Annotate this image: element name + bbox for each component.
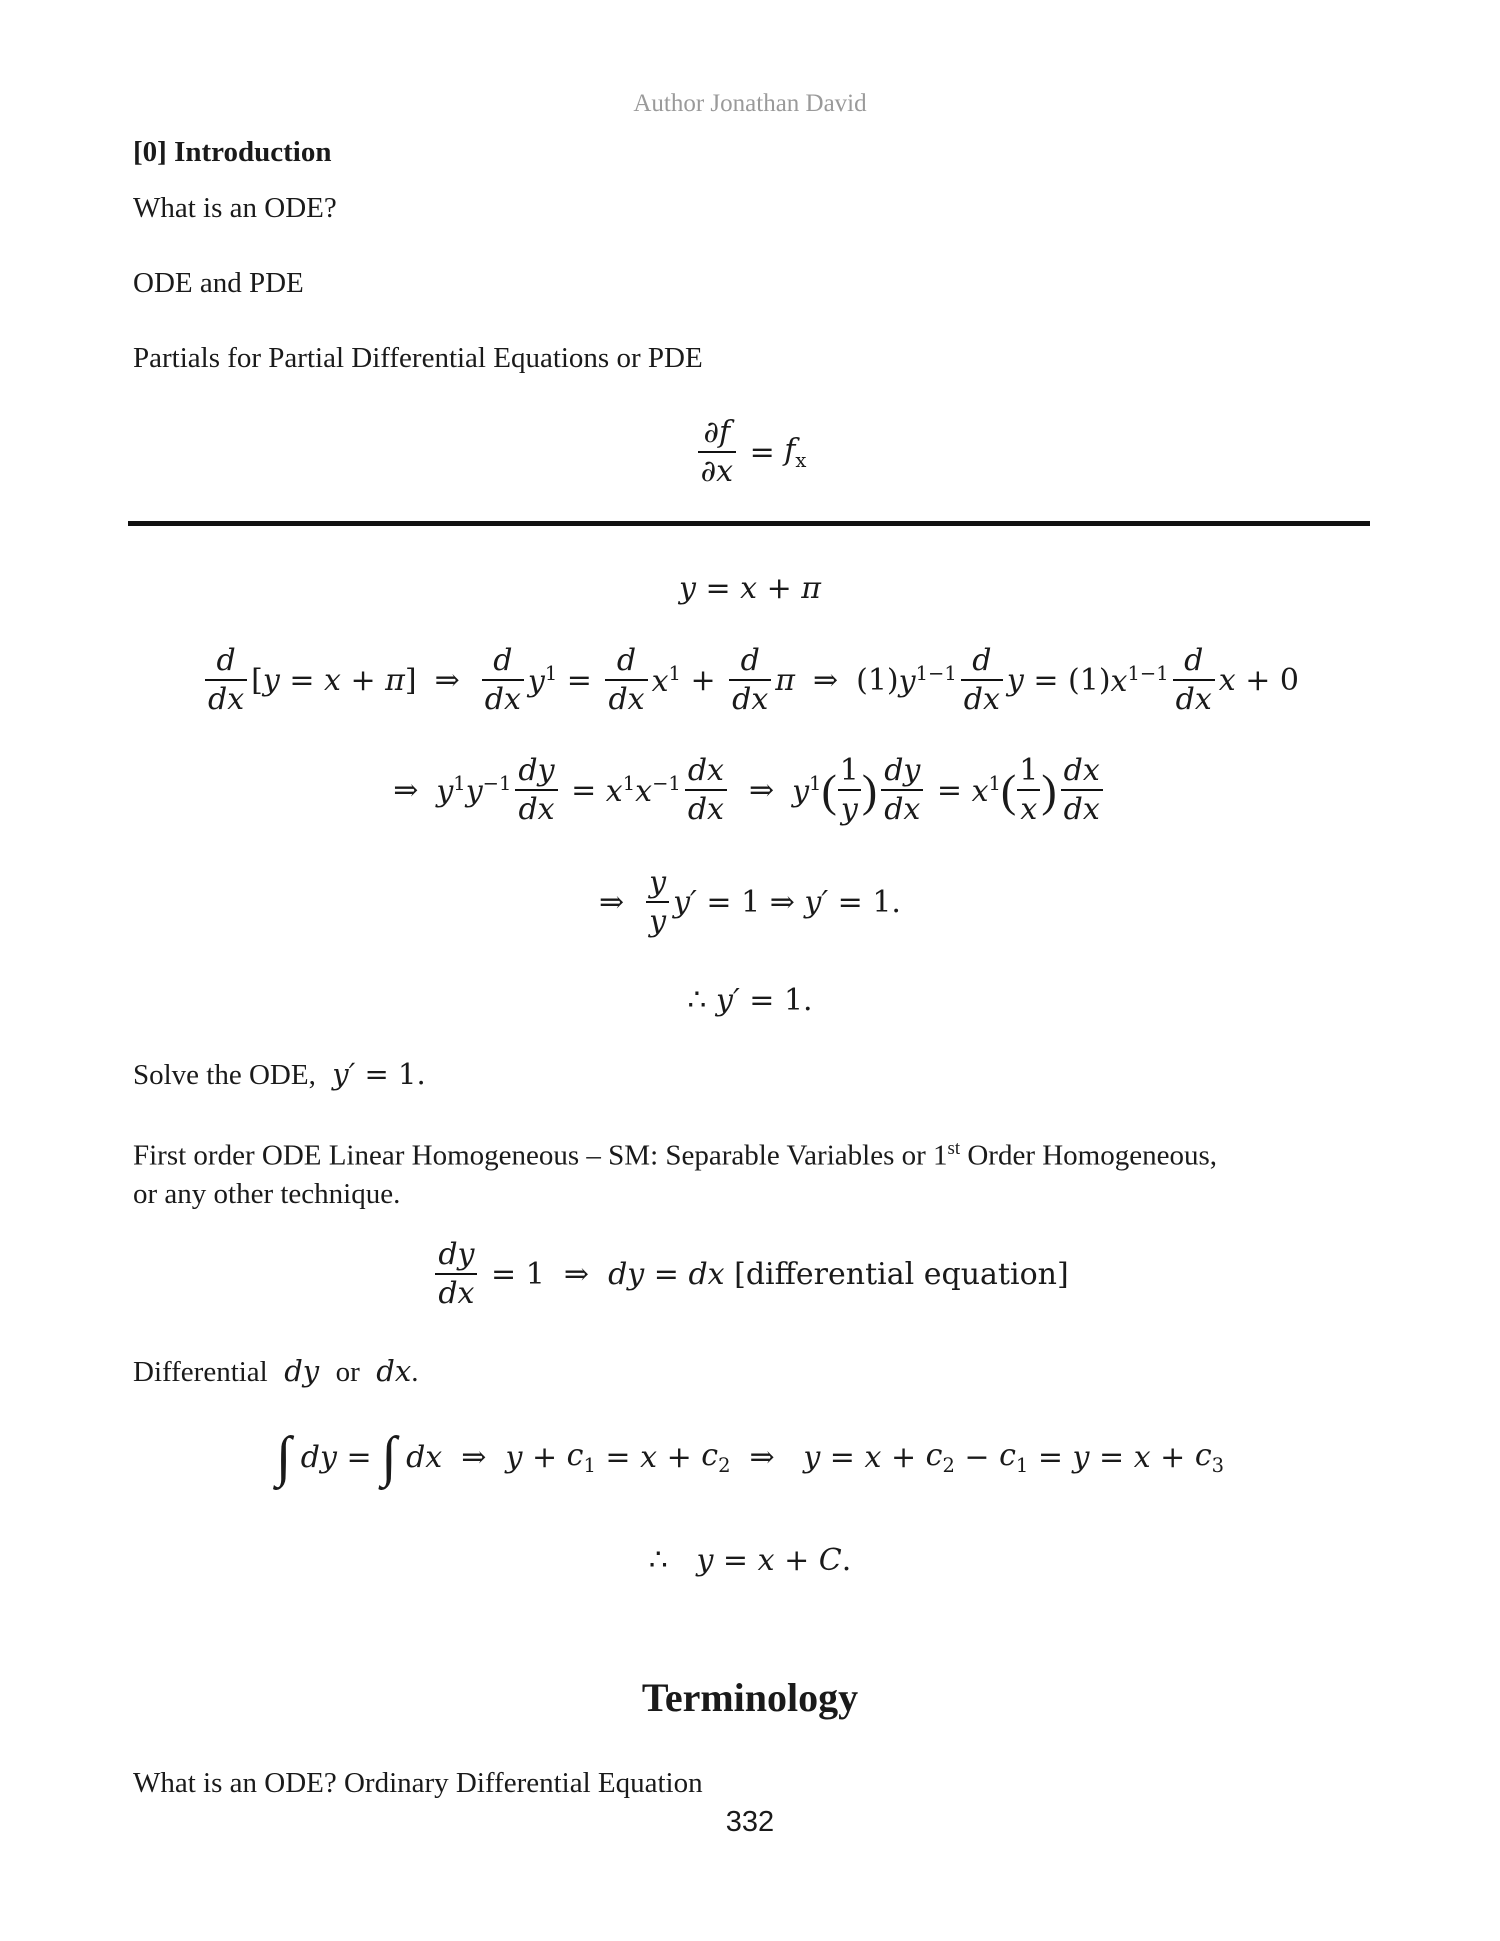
differential-prefix: Differential — [133, 1356, 268, 1388]
partial-derivative-equation: $\frac{\partial f}{\partial x}$ = $f_x$ — [0, 412, 1500, 492]
differential-equation-note: [differential equation] — [734, 1256, 1069, 1292]
running-header: Author Jonathan David — [633, 90, 867, 117]
derivation-step-3: ⇒ $\frac{y}{y}$ y′ = 1 ⇒ y′ = 1. — [599, 864, 901, 939]
first-order-text-a: First order ODE Linear Homogeneous – SM: Separable Variables or 1 — [133, 1139, 948, 1172]
page-number: 332 — [725, 1806, 775, 1838]
differential-line: Differential dy or dx. — [133, 1354, 419, 1388]
intro-heading: [0] Introduction — [133, 136, 332, 168]
partials-line: Partials for Partial Differential Equations or PDE — [133, 342, 703, 374]
conclusion-y-prime-equals-1: ∴ y′ = 1. — [687, 982, 813, 1018]
integration-equation: ∫ dy = ∫ dx ⇒ y + $c_1$ = x + $c_2$ ⇒ y = x + $c_2$ − $c_1$ = y = x + $c_3$ — [275, 1426, 1225, 1488]
differential-or: or — [335, 1356, 360, 1388]
first-order-superscript: st — [947, 1138, 961, 1159]
terminology-line: What is an ODE? Ordinary Differential Equation — [133, 1767, 703, 1799]
section-title-terminology: Terminology — [641, 1675, 859, 1720]
differential-equation: $\frac{dy}{dx}$ = 1 ⇒ dy = dx [differential equation] — [0, 1232, 1500, 1316]
question-what-is-ode: What is an ODE? — [133, 192, 337, 224]
final-solution: ∴ y = x + C . — [648, 1542, 852, 1578]
solve-prefix: Solve the ODE, — [133, 1059, 316, 1091]
derivation-step-1: $\frac{d}{dx}$ [ y = x + π ] ⇒ $\frac{d}{dx}$ $y^1$ = $\frac{d}{dx}$ $x^1$ + $\frac{d}{dx}$ π ⇒ (1) $y^{1-1}$ $\frac{d}{dx}$ y = (1) $x^{1-1}$ $\frac{d}{dx}$ x + 0 — [0, 640, 1500, 720]
first-order-text-line2: or any other technique. — [133, 1177, 401, 1210]
solve-ode-line: Solve the ODE, y′ = 1. — [133, 1057, 426, 1091]
section-divider — [128, 521, 1370, 526]
derivation-step-2: ⇒ $y^1y^{-1}$ $\frac{dy}{dx}$ = $x^1x^{-1}$ $\frac{dx}{dx}$ ⇒ $y^1$ ( $\frac{1}{y}$ ) $\frac{dy}{dx}$ = $x^1$ ( $\frac{1}{x}$ ) $\frac{dx}{dx}$ — [0, 748, 1500, 832]
equation-y-equals-x-plus-pi: y = x + π — [678, 570, 822, 606]
first-order-text-b: Order Homogeneous, — [960, 1139, 1218, 1172]
ode-and-pde-line: ODE and PDE — [133, 267, 304, 299]
first-order-paragraph — [133, 1130, 1383, 1213]
